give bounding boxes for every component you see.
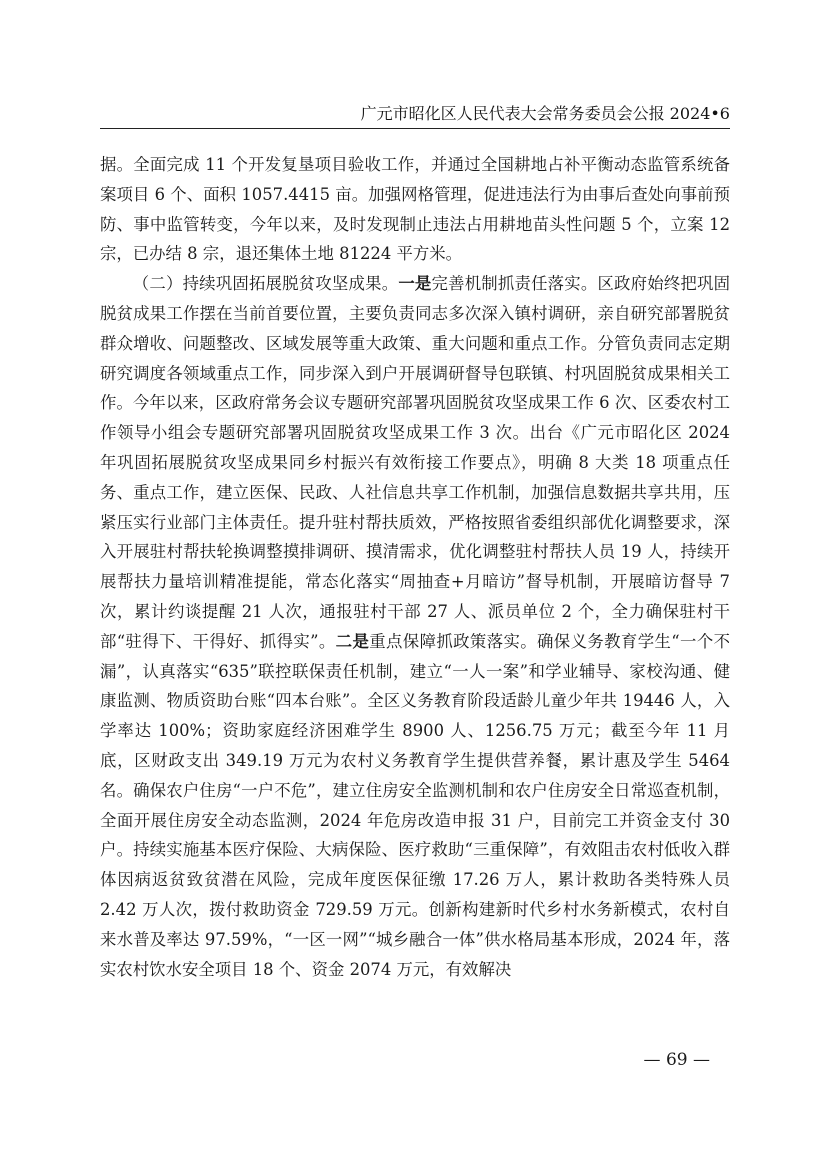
page-header-title: 广元市昭化区人民代表大会常务委员会公报 2024•6 bbox=[360, 104, 730, 123]
header-divider bbox=[100, 128, 730, 129]
paragraph-poverty-alleviation bbox=[100, 269, 730, 984]
document-body bbox=[100, 150, 730, 984]
section-heading: （二）持续巩固拓展脱贫攻坚成果。 bbox=[132, 274, 399, 294]
paragraph-part-one: 完善机制抓责任落实。区政府始终把巩固脱贫成果工作摆在当前首要位置，主要负责同志多次深入镇村调研，亲自研究部署脱贫群众增收、问题整改、区域发展等重大政策、重大问题和重点工作。分管负责同志定期研究调度各领域重点工作，同步深入到户开展调研督导包联镇、村巩固脱贫成果相关工作。今年以来，区政府常务会议专题研究部署巩固脱贫攻坚成果工作 6 次、区委农村工作领导小组会专题研究部署巩固脱贫攻坚成果工作 3 次。出台《广元市昭化区 2024 年巩固拓展脱贫攻坚成果同乡村振兴有效衔接工作要点》，明确 8 大类 18 项重点任务、重点工作，建立医保、民政、人社信息共享工作机制，加强信息数据共享共用，压紧压实行业部门主体责任。提升驻村帮扶质效，严格按照省委组织部优化调整要求，深入开展驻村帮扶轮换调整摸排调研、摸清需求，优化调整驻村帮扶人员 19 人，持续开展帮扶力量培训精准提能，常态化落实“周抽查+月暗访”督导机制，开展暗访督导 7 次，累计约谈提醒 21 人次，通报驻村干部 27 人、派员单位 2 个，全力确保驻村干部“驻得下、干得好、抓得实”。 bbox=[100, 274, 731, 651]
paragraph-part-two: 重点保障抓政策落实。确保义务教育学生“一个不漏”，认真落实“635”联控联保责任机制，建立“一人一案”和学业辅导、家校沟通、健康监测、物质资助台账“四本台账”。全区义务教育阶段适龄儿童少年共 19446 人，入学率达 100%；资助家庭经济困难学生 8900 人、1256.75 万元；截至今年 11 月底，区财政支出 349.19 万元为农村义务教育学生提供营养餐，累计惠及学生 5464 名。确保农户住房“一户不危”，建立住房安全监测机制和农户住房安全日常巡查机制，全面开展住房安全动态监测，2024 年危房改造申报 31 户，目前完工并资金支付 30 户。持续实施基本医疗保险、大病保险、医疗救助“三重保障”，有效阻击农村低收入群体因病返贫致贫潜在风险，完成年度医保征缴 17.26 万人，累计救助各类特殊人员 2.42 万人次，拨付救助资金 729.59 万元。创新构建新时代乡村水务新模式，农村自来水普及率达 97.59%，“一区一网”“城乡融合一体”供水格局基本形成，2024 年，落实农村饮水安全项目 18 个、资金 2074 万元，有效解决 bbox=[100, 631, 730, 979]
lead-first: 一是 bbox=[398, 274, 432, 294]
lead-second: 二是 bbox=[335, 631, 370, 651]
paragraph-farmland: 据。全面完成 11 个开发复垦项目验收工作，并通过全国耕地占补平衡动态监管系统备案项目 6 个、面积 1057.4415 亩。加强网格管理，促进违法行为由事后查处向事前预防、事中监管转变，今年以来，及时发现制止违法占用耕地苗头性问题 5 个，立案 12 宗，已办结 8 宗，退还集体土地 81224 平方米。 bbox=[100, 155, 730, 264]
page-number: — 69 — bbox=[643, 1050, 710, 1070]
